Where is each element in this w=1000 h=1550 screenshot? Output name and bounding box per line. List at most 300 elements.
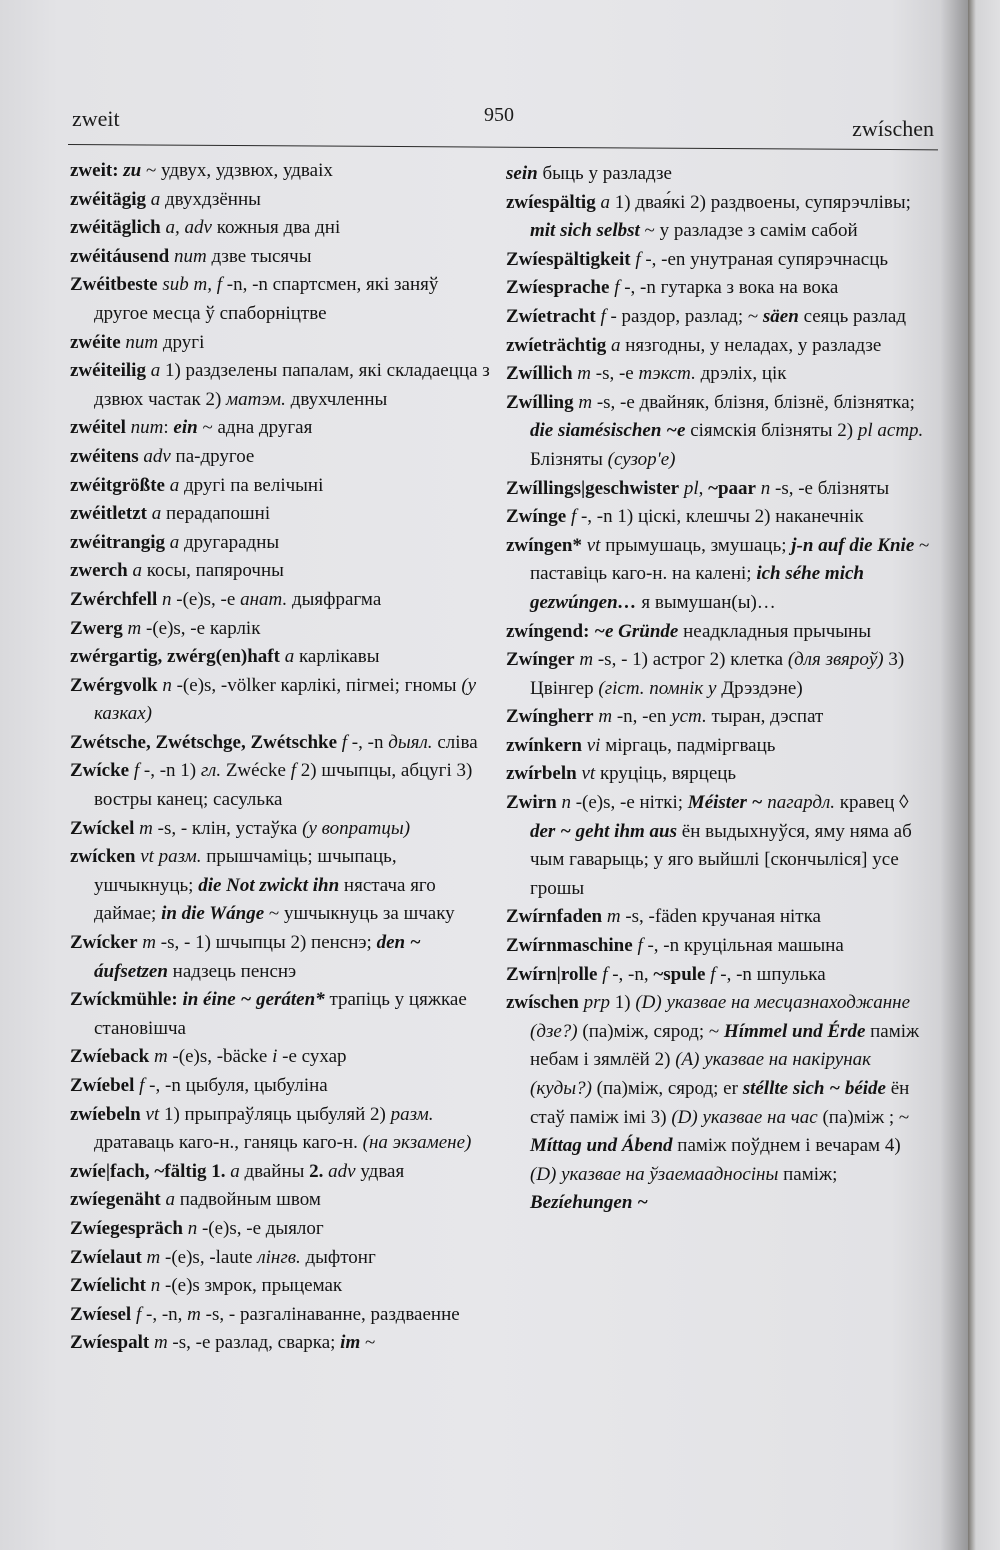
entry-headword: Zwícke — [70, 760, 130, 782]
entry-headword: Zwíckmühle: — [70, 989, 178, 1011]
entry-grammar-label: i — [272, 1046, 278, 1068]
entry-headword: Zwíetracht — [506, 305, 596, 327]
entry-headword: Zwéitbeste — [70, 274, 158, 296]
entry-grammar-label: гл. — [200, 760, 222, 782]
entry-grammar-label: разм. — [390, 1103, 434, 1125]
entry-text: -(e)s змрок, прыцемак — [160, 1275, 343, 1297]
entry-text: сеяць разлад — [798, 305, 907, 327]
entry-grammar-label: adv — [143, 445, 171, 467]
entry-text: -n, -en — [612, 706, 672, 728]
entry-grammar-label: a — [150, 360, 161, 382]
dictionary-entry — [70, 443, 490, 472]
entry-text: другарадны — [179, 531, 280, 553]
entry-text: ~ удвух, удзвюх, удваіх — [141, 160, 333, 181]
entry-example-phrase: Hímmel und Érde — [723, 1020, 866, 1042]
entry-headword: ~spule — [653, 963, 706, 985]
entry-headword: zwírbeln — [506, 763, 577, 785]
entry-text: -, -n цыбуля, цыбуліна — [144, 1075, 328, 1096]
dictionary-entry — [506, 246, 931, 275]
entry-text: -s, -e — [591, 363, 639, 385]
entry-grammar-label: pl — [683, 477, 699, 499]
dictionary-entry — [70, 329, 490, 358]
entry-text: удвая — [355, 1160, 405, 1182]
entry-grammar-label: a — [132, 560, 142, 582]
dictionary-entry — [506, 360, 931, 389]
entry-text: нястача яго даймае; — [94, 874, 436, 925]
entry-text: -s, -e разлад, сварка; — [167, 1332, 341, 1354]
entry-text: ~ — [360, 1332, 376, 1354]
dictionary-entry — [70, 1215, 490, 1244]
entry-text: сіямскія блізняты 2) — [685, 420, 858, 442]
entry-headword: zwéite — [70, 331, 121, 353]
entry-example-phrase: Míttag und Ábend — [530, 1135, 673, 1157]
entry-headword: Zwínger — [506, 649, 575, 671]
entry-grammar-label: f — [614, 277, 620, 299]
entry-text: карлікавы — [294, 646, 380, 668]
entry-text: - раздор, разлад; ~ — [605, 305, 763, 327]
dictionary-entry — [506, 618, 931, 647]
dictionary-entry — [70, 357, 490, 414]
entry-grammar-label: m — [578, 391, 593, 413]
entry-example-phrase: im — [340, 1332, 361, 1354]
entry-text: быць у разладзе — [537, 163, 672, 184]
entry-example-phrase: der ~ geht ihm aus — [530, 820, 678, 842]
dictionary-entry — [70, 929, 490, 986]
entry-text: прымушаць, змушаць; — [600, 534, 792, 556]
entry-headword: zwéitgrößte — [70, 474, 165, 496]
dictionary-entry — [70, 500, 490, 529]
entry-headword: Zwíllich — [506, 363, 573, 385]
dictionary-entry — [70, 586, 490, 615]
dictionary-entry — [70, 529, 490, 558]
entry-text: 1) — [609, 992, 636, 1014]
entry-text: надзець пенснэ — [167, 960, 297, 982]
entry-headword: Zwíebel — [70, 1075, 135, 1096]
dictionary-entry — [506, 160, 931, 189]
entry-grammar-label: f — [341, 731, 348, 753]
entry-grammar-label: vt — [145, 1103, 160, 1125]
entry-text: -, -n, — [607, 963, 654, 985]
entry-grammar-label: (для звяроў) — [787, 649, 884, 671]
entry-headword: zwéitletzt — [70, 503, 147, 525]
dictionary-entry — [70, 557, 490, 586]
entry-example-phrase: stéllte sich ~ béide — [742, 1078, 886, 1099]
entry-grammar-label: тэкст. — [638, 363, 696, 385]
dictionary-entry — [506, 389, 931, 475]
right-column — [506, 160, 931, 1218]
dictionary-entry — [506, 760, 931, 789]
entry-text: 1) прыпраўляць цыбуляй 2) — [159, 1103, 391, 1125]
entry-headword: Zwíelicht — [70, 1275, 146, 1297]
entry-example-phrase: ich séhe mich gezwúngen… — [530, 563, 864, 613]
entry-grammar-label: prp — [583, 992, 610, 1014]
entry-text: дратаваць каго-н., ганяць каго-н. — [94, 1132, 363, 1154]
entry-grammar-label: f — [570, 506, 577, 528]
dictionary-entry — [70, 1158, 490, 1187]
entry-text: міргаць, падміргваць — [600, 734, 776, 756]
entry-grammar-label: m — [579, 649, 594, 671]
entry-grammar-label: a — [230, 1160, 240, 1182]
entry-text: -, -n 1) ціскі, клешчы 2) наканечнік — [576, 506, 864, 528]
entry-example-phrase: sein — [506, 163, 538, 184]
entry-grammar-label: m — [142, 932, 157, 954]
entry-text: прышчаміць; шчыпаць, ушчыкнуць; — [94, 846, 397, 896]
dictionary-entry — [70, 271, 490, 328]
entry-headword: Zwírnfaden — [506, 906, 603, 928]
entry-grammar-label: num — [173, 245, 207, 267]
entry-text: -s, - 1) астрог 2) клетка — [593, 649, 788, 671]
entry-headword: Zwíespältigkeit — [506, 248, 631, 270]
entry-text: -(e)s, -e дыялог — [197, 1217, 324, 1239]
entry-text: ён выдыхнуўся, яму няма аб чым гаварыць; у яго выйшлі [скончыліся] усе грошы — [530, 820, 912, 899]
entry-grammar-label: m — [153, 1332, 168, 1354]
entry-grammar-label: (на экзамене) — [362, 1132, 472, 1154]
entry-headword: zwéitáusend — [70, 245, 170, 267]
entry-text: -s, -e двайняк, блізня, блізнё, блізнятка; — [592, 391, 915, 413]
entry-text: -s, -fäden кручаная нітка — [620, 906, 821, 928]
entry-text: я вымушан(ы)… — [636, 591, 776, 613]
entry-grammar-label: a — [169, 531, 180, 553]
dictionary-entry — [506, 332, 931, 361]
entry-grammar-label: num — [125, 331, 159, 353]
dictionary-entry — [70, 186, 490, 215]
dictionary-entry — [70, 757, 490, 814]
entry-grammar-label: лінгв. — [257, 1246, 301, 1268]
entry-text: -, -n гутарка з вока на вока — [619, 277, 839, 299]
dictionary-entry — [506, 732, 931, 761]
dictionary-entry — [506, 503, 931, 532]
entry-text: тыран, дэспат — [706, 706, 824, 728]
entry-example-phrase: ein — [173, 417, 198, 439]
entry-grammar-label: f — [290, 760, 296, 782]
entry-text: косы, папярочны — [141, 560, 284, 582]
entry-headword: zwéiteilig — [70, 360, 146, 382]
entry-grammar-label: vt — [586, 534, 601, 556]
entry-grammar-label: num — [130, 417, 164, 439]
entry-text: -(e)s, -bäcke — [167, 1046, 273, 1068]
dictionary-entry — [506, 303, 931, 332]
entry-grammar-label: m — [153, 1046, 168, 1068]
entry-text: -(e)s, -e — [171, 588, 241, 610]
entry-grammar-label: a — [151, 503, 162, 525]
dictionary-entry — [70, 1186, 490, 1215]
entry-headword: Zwíckel — [70, 817, 135, 839]
dictionary-entry — [70, 243, 490, 272]
entry-grammar-label: (гіст. помнік у — [598, 677, 717, 699]
dictionary-entry — [70, 615, 490, 644]
entry-text: -n, -n спартсмен, які заняў другое месца ў спаборніцтве — [94, 274, 439, 324]
entry-headword: Zwíngherr — [506, 706, 594, 728]
entry-text: паміж небам і зямлёй 2) — [530, 1020, 920, 1071]
entry-headword: 2. — [309, 1160, 324, 1182]
entry-grammar-label: (D) указвае на ўзаемаадносіны — [530, 1163, 779, 1185]
entry-grammar-label: (D) указвае на месцазнаходжанне (дзе?) — [530, 992, 911, 1042]
dictionary-entry — [70, 1072, 490, 1101]
page-number: 950 — [484, 104, 514, 126]
entry-headword: zwíebeln — [70, 1103, 141, 1125]
entry-headword: Zwílling — [506, 391, 574, 413]
entry-headword: Zwirn — [506, 792, 557, 814]
entry-headword: Zwírn|rolle — [506, 963, 598, 985]
entry-text: -s, - клін, устаўка — [152, 817, 303, 839]
entry-example-phrase: mit sich selbst — [530, 220, 640, 242]
entry-headword: zwérgartig, zwérg(en)haft — [70, 646, 280, 668]
entry-text: -e сухар — [277, 1046, 347, 1068]
entry-grammar-label: sub m, f — [162, 274, 222, 296]
entry-text: паміж поўднем і вечарам 4) — [672, 1135, 901, 1157]
entry-grammar-label: (сузор'е) — [607, 448, 676, 470]
entry-text: (па)між ; ~ — [817, 1106, 910, 1128]
entry-grammar-label: (A) указвае на накірунак (куды?) — [530, 1049, 872, 1099]
entry-text: падвойным швом — [175, 1189, 321, 1211]
dictionary-entry — [506, 475, 931, 504]
entry-grammar-label: (у казках) — [94, 674, 477, 725]
entry-headword: zwerch — [70, 560, 128, 582]
entry-text: -, -n 1) — [139, 760, 201, 782]
entry-text: -(e)s, -e ніткі; — [570, 792, 688, 814]
entry-headword: zwíespältig — [506, 191, 596, 213]
entry-grammar-label: vt разм. — [140, 846, 202, 868]
entry-text: (па)між, сярод; ~ — [577, 1020, 724, 1042]
entry-text: -, -n шпулька — [715, 963, 826, 985]
dictionary-entry — [70, 672, 490, 729]
entry-headword: Zwérgvolk — [70, 674, 158, 696]
entry-headword: zwéitäglich — [70, 217, 161, 239]
entry-grammar-label: f — [139, 1075, 145, 1096]
entry-example-phrase: den ~ áufsetzen — [94, 932, 421, 982]
entry-grammar-label: m — [606, 906, 621, 928]
entry-headword: Zwírnmaschine — [506, 935, 633, 957]
entry-grammar-label: (у вопратцы) — [302, 817, 411, 839]
entry-text: , — [698, 477, 709, 499]
dictionary-entry — [70, 643, 490, 672]
entry-headword: zwícken — [70, 846, 136, 868]
entry-headword: zwíngend: — [506, 620, 590, 642]
entry-grammar-label: a — [169, 474, 180, 496]
entry-headword: Zwíeback — [70, 1046, 150, 1068]
entry-headword: Zwerg — [70, 617, 123, 639]
entry-headword: zwínkern — [506, 734, 582, 756]
entry-text: двухдзённы — [160, 188, 261, 210]
entry-grammar-label: f — [710, 963, 716, 985]
entry-text: дыфтонг — [300, 1246, 376, 1268]
dictionary-entry — [506, 961, 931, 990]
entry-grammar-label: m — [127, 617, 142, 639]
entry-headword: zwíngen* — [506, 534, 582, 556]
entry-text: двайны — [239, 1160, 310, 1182]
entry-example-phrase: zu — [123, 160, 142, 181]
entry-headword: zweit: — [70, 160, 119, 181]
dictionary-entry — [70, 1272, 490, 1301]
dictionary-entry — [506, 274, 931, 303]
entry-text: паміж; — [778, 1163, 838, 1185]
entry-grammar-label: f — [637, 935, 643, 957]
entry-grammar-label: pl астр. — [857, 420, 924, 442]
entry-grammar-label: a, adv — [165, 217, 212, 239]
dictionary-entry — [70, 843, 490, 929]
entry-text: -(e)s, -laute — [160, 1246, 258, 1268]
entry-text: круціць, вярцець — [595, 763, 737, 785]
entry-text: трапіць у цяжкае становішча — [94, 989, 467, 1039]
entry-text: Дрэздэне) — [716, 677, 803, 699]
entry-headword: 1. — [211, 1160, 226, 1182]
entry-grammar-label: vt — [581, 763, 596, 785]
entry-text: -s, -e блізняты — [770, 477, 890, 499]
entry-text: двухчленны — [285, 388, 388, 410]
entry-grammar-label: дыял. — [388, 731, 433, 753]
entry-grammar-label: анат. — [240, 588, 288, 610]
entry-text: -(e)s, -völker карлікі, пігмеі; гномы — [171, 674, 462, 696]
entry-grammar-label: m — [187, 1303, 201, 1325]
entry-text: 3) Цвінгер — [530, 649, 905, 699]
dictionary-entry — [70, 472, 490, 501]
entry-grammar-label: a — [150, 188, 161, 210]
entry-headword: Zwíegespräch — [70, 1217, 183, 1239]
dictionary-entry — [70, 1101, 490, 1158]
entry-text: ~ у разладзе з самім сабой — [639, 220, 858, 242]
dictionary-entry — [70, 414, 490, 443]
entry-grammar-label: m — [146, 1246, 161, 1268]
page-header — [72, 104, 934, 144]
dictionary-entry — [506, 903, 931, 932]
entry-example-phrase: in die Wánge — [161, 903, 265, 925]
entry-text: дрэліх, цік — [695, 363, 787, 385]
entry-text: ~ паставіць каго-н. на калені; — [530, 534, 930, 585]
dictionary-entry — [506, 646, 931, 703]
entry-example-phrase: die Not zwickt ihn — [198, 874, 340, 896]
entry-grammar-label: a — [284, 646, 295, 668]
entry-grammar-label: a — [165, 1189, 176, 1211]
entry-grammar-label: f — [133, 760, 140, 782]
entry-headword: Zwíespalt — [70, 1332, 150, 1354]
entry-headword: ~paar — [708, 477, 756, 499]
dictionary-entry — [70, 1301, 490, 1330]
entry-grammar-label: n — [162, 674, 172, 696]
entry-text: перадапошні — [161, 503, 271, 525]
entry-headword: zwíegenäht — [70, 1189, 161, 1211]
entry-text: ~ адна другая — [197, 417, 313, 439]
dictionary-entry — [506, 189, 931, 246]
entry-headword: Zwétsche, Zwétschge, Zwétschke — [70, 731, 338, 753]
entry-text: Блізняты — [530, 448, 608, 470]
entry-text: ён стаў паміж імі 3) — [530, 1078, 910, 1128]
entry-grammar-label: m — [598, 706, 613, 728]
dictionary-entry — [506, 532, 931, 618]
page-gutter-shadow — [940, 0, 968, 1550]
entry-headword: Zwíesel — [70, 1303, 132, 1325]
dictionary-entry — [70, 986, 490, 1043]
entry-grammar-label: n — [150, 1275, 161, 1297]
entry-headword: zwéitel — [70, 417, 126, 439]
entry-headword: Zwíelaut — [70, 1246, 142, 1268]
entry-text: другі па велічыні — [179, 474, 324, 496]
entry-text: сліва — [432, 731, 478, 753]
header-right-guideword: zwíschen — [852, 116, 934, 141]
entry-headword: Zwérchfell — [70, 588, 158, 610]
entry-headword: zwíe|fach, ~fältig — [70, 1160, 207, 1182]
entry-example-phrase: Méister ~ — [687, 792, 763, 814]
entry-text: -, -n, — [141, 1303, 188, 1325]
entry-grammar-label: m — [577, 363, 591, 385]
entry-grammar-label: (D) указвае на час — [671, 1106, 818, 1128]
entry-text: па-другое — [170, 445, 255, 467]
left-column — [70, 157, 490, 1358]
entry-text: дзве тысячы — [206, 245, 312, 267]
entry-text: нязгодны, у неладах, у разладзе — [620, 334, 882, 356]
entry-grammar-label: n — [760, 477, 771, 499]
entry-headword: zwíschen — [506, 992, 579, 1014]
entry-text: дыяфрагма — [287, 588, 382, 610]
dictionary-entry — [506, 932, 931, 961]
dictionary-entry — [506, 703, 931, 732]
entry-grammar-label: пагардл. — [767, 792, 836, 814]
entry-headword: zwéitens — [70, 445, 139, 467]
entry-example-phrase: j-n auf die Knie — [791, 534, 915, 556]
entry-grammar-label: n — [187, 1217, 198, 1239]
entry-headword: Zwíllings|geschwister — [506, 477, 680, 499]
entry-grammar-label: n — [561, 792, 571, 814]
entry-grammar-label: adv — [328, 1160, 356, 1182]
entry-grammar-label: f — [600, 305, 606, 327]
entry-text: -, -n — [347, 731, 389, 753]
entry-text: : — [163, 417, 174, 439]
entry-grammar-label: a — [610, 334, 621, 356]
entry-text: 2) шчыпцы, абцугі 3) востры канец; сасулька — [94, 760, 473, 811]
entry-headword: Zwíesprache — [506, 277, 610, 299]
entry-text: кожныя два дні — [211, 217, 341, 239]
dictionary-entry — [70, 1043, 490, 1072]
entry-example-phrase: die siamésischen ~e — [530, 420, 686, 442]
entry-grammar-label: m — [139, 817, 153, 839]
header-rule — [68, 144, 938, 150]
entry-text: неадкладныя прычыны — [678, 620, 871, 642]
entry-grammar-label: f — [602, 963, 608, 985]
entry-example-phrase: in éine ~ geráten* — [182, 989, 325, 1011]
entry-headword: zwíeträchtig — [506, 334, 607, 356]
entry-text: Zwécke — [221, 760, 291, 782]
entry-text: -s, - разгалінаванне, раздваенне — [200, 1303, 460, 1325]
entry-text: -s, - 1) шчыпцы 2) пенснэ; — [156, 932, 377, 954]
dictionary-entry — [70, 157, 490, 186]
entry-text: 1) двая́кі 2) раздвоены, супярэчлівы; — [609, 191, 911, 213]
entry-example-phrase: säen — [762, 305, 799, 327]
dictionary-entry — [70, 1329, 490, 1358]
entry-grammar-label: n — [162, 588, 172, 610]
header-left-guideword: zweit — [72, 106, 120, 131]
entry-example-phrase: ~e Gründe — [594, 620, 679, 642]
entry-text: кравец ◊ — [835, 792, 909, 814]
entry-headword: zwéitrangig — [70, 531, 165, 553]
entry-grammar-label: a — [600, 191, 610, 213]
dictionary-entry — [506, 789, 931, 903]
dictionary-entry — [70, 815, 490, 844]
entry-text: (па)між, сярод; er — [591, 1078, 743, 1099]
entry-grammar-label: f — [635, 248, 641, 270]
entry-text: -(e)s, -e карлік — [141, 617, 261, 639]
dictionary-entry — [70, 214, 490, 243]
entry-text: другі — [158, 331, 205, 353]
dictionary-entry — [506, 989, 931, 1218]
entry-text: -, -en унутраная супярэчнасць — [640, 248, 889, 270]
dictionary-entry — [70, 1244, 490, 1273]
entry-headword: zwéitägig — [70, 188, 146, 210]
entry-text: 1) раздзелены папалам, які складаецца з дзвюх частак 2) — [94, 360, 490, 410]
dictionary-entry — [70, 729, 490, 758]
next-page-edge — [968, 0, 1000, 1550]
entry-text: ~ ушчыкнуць за шчаку — [264, 903, 455, 925]
entry-grammar-label: vi — [586, 734, 601, 756]
entry-grammar-label: f — [135, 1303, 142, 1325]
